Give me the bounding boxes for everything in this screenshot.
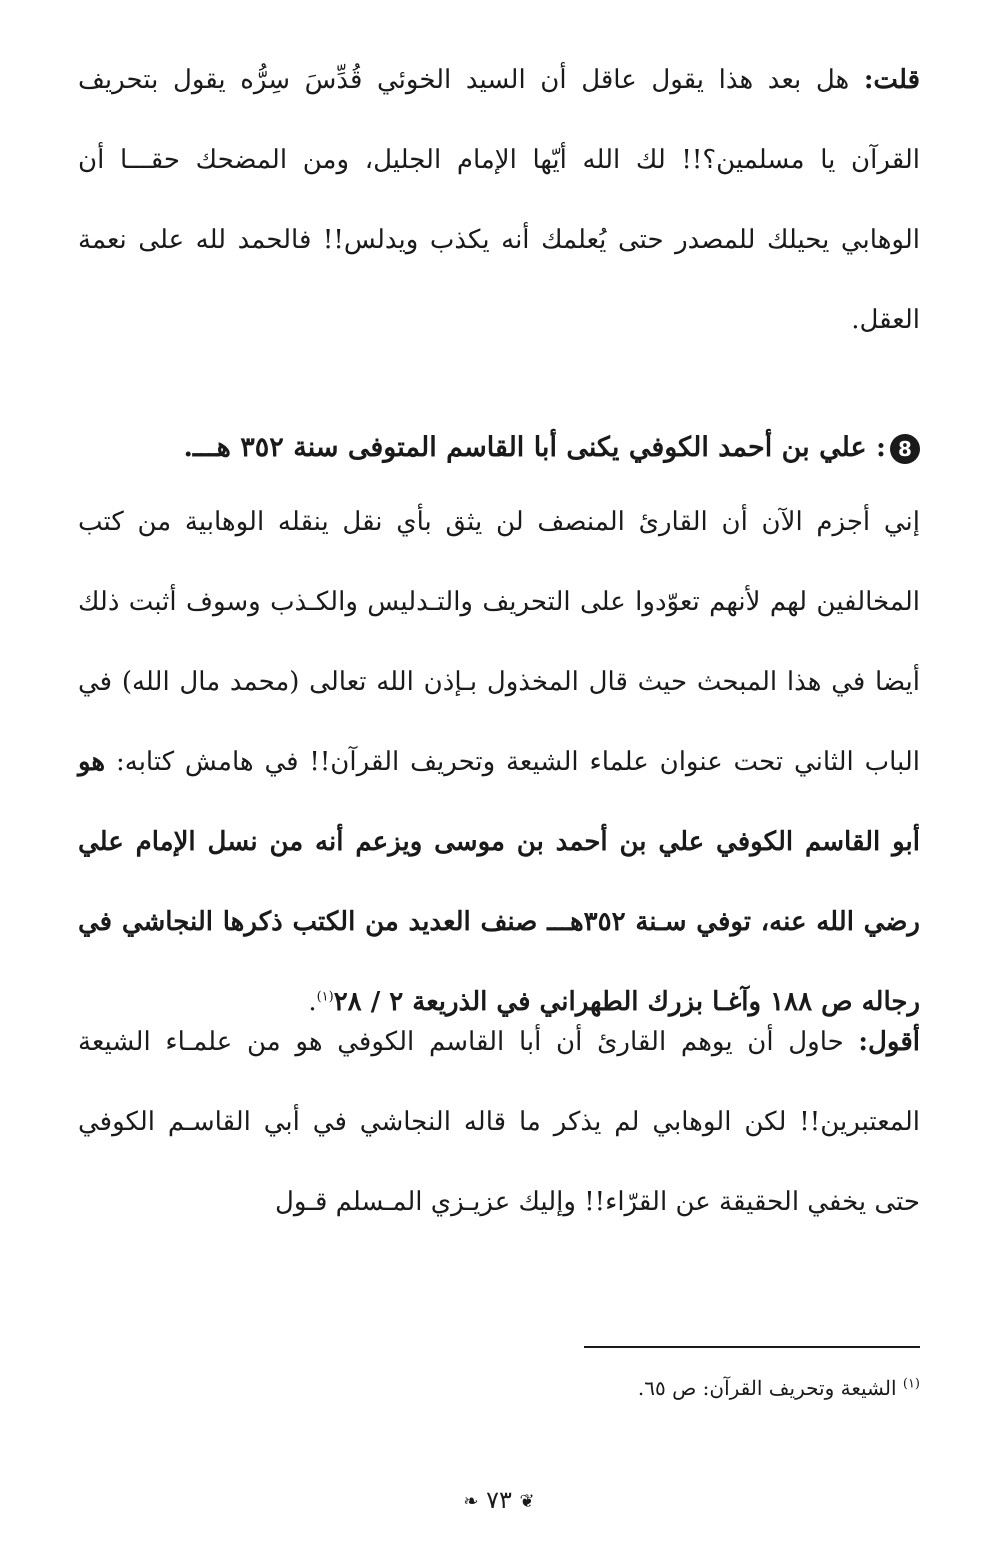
paragraph-2 <box>78 482 920 1042</box>
footnote-divider <box>584 1346 920 1348</box>
section-number-badge: 8 <box>890 434 920 464</box>
quoted-text: هو أبو القاسم الكوفي علي بن أحمد بن موسى ويزعم أنه من نسل الإمام علي رضي الله عنه، توفي سـنة ٣٥٢هـــ صنف العديد من الكتب ذكرها النجاشي في رجاله ص ١٨٨ وآغـا بزرك الطهراني في الذريعة ٢ / ٢٨ <box>78 747 920 1017</box>
paragraph-text: حاول أن يوهم القارئ أن أبا القاسم الكوفي هو من علمـاء الشيعة المعتبرين!! لكن الوهابي لم يذكر ما قاله النجاشي في أبي القاسـم الكوفي حتى يخفي الحقيقة عن القرّاء!! وإليك عزيـزي المـسلم قـول <box>78 1027 920 1217</box>
paragraph-1 <box>78 40 920 360</box>
footnote <box>420 1368 920 1408</box>
footnote-reference: (١) <box>316 989 334 1005</box>
ornament-left-icon: ❧ <box>463 1491 479 1512</box>
footnote-marker: (١) <box>902 1376 920 1392</box>
ornament-right-icon: ❦ <box>519 1491 535 1512</box>
paragraph-text: هل بعد هذا يقول عاقل أن السيد الخوئي قُدِّسَ سِرُّه يقول بتحريف القرآن يا مسلمين؟!! لك الله أيّها الإمام الجليل، ومن المضحك حقـــا أن الوهابي يحيلك للمصدر حتى يُعلمك أنه يكذب ويدلس!! فالحمد لله على نعمة العقل. <box>78 65 920 335</box>
page-number-text: ٧٣ <box>486 1486 512 1514</box>
section-heading <box>78 408 920 488</box>
page-number <box>0 1486 998 1514</box>
paragraph-lead: أقول: <box>858 1027 920 1057</box>
footnote-text: الشيعة وتحريف القرآن: ص ٦٥. <box>637 1376 903 1400</box>
paragraph-text: إني أجزم الآن أن القارئ المنصف لن يثق بأي نقل ينقله الوهابية من كتب المخالفين لهم لأنهم تعوّدوا على التحريف والتـدليس والكـذب وسوف أثبت ذلك أيضا في هذا المبحث حيث قال المخذول بـإذن الله تعالى (محمد مال الله) في الباب الثاني تحت عنوان علماء الشيعة وتحريف القرآن!! في هامش كتابه: <box>78 507 920 777</box>
paragraph-3 <box>78 1002 920 1242</box>
paragraph-lead: قلت: <box>863 65 920 95</box>
paragraph-tail: . <box>308 987 317 1017</box>
section-heading-text: : علي بن أحمد الكوفي يكنى أبا القاسم المتوفى سنة ٣٥٢ هـــ. <box>183 432 886 463</box>
